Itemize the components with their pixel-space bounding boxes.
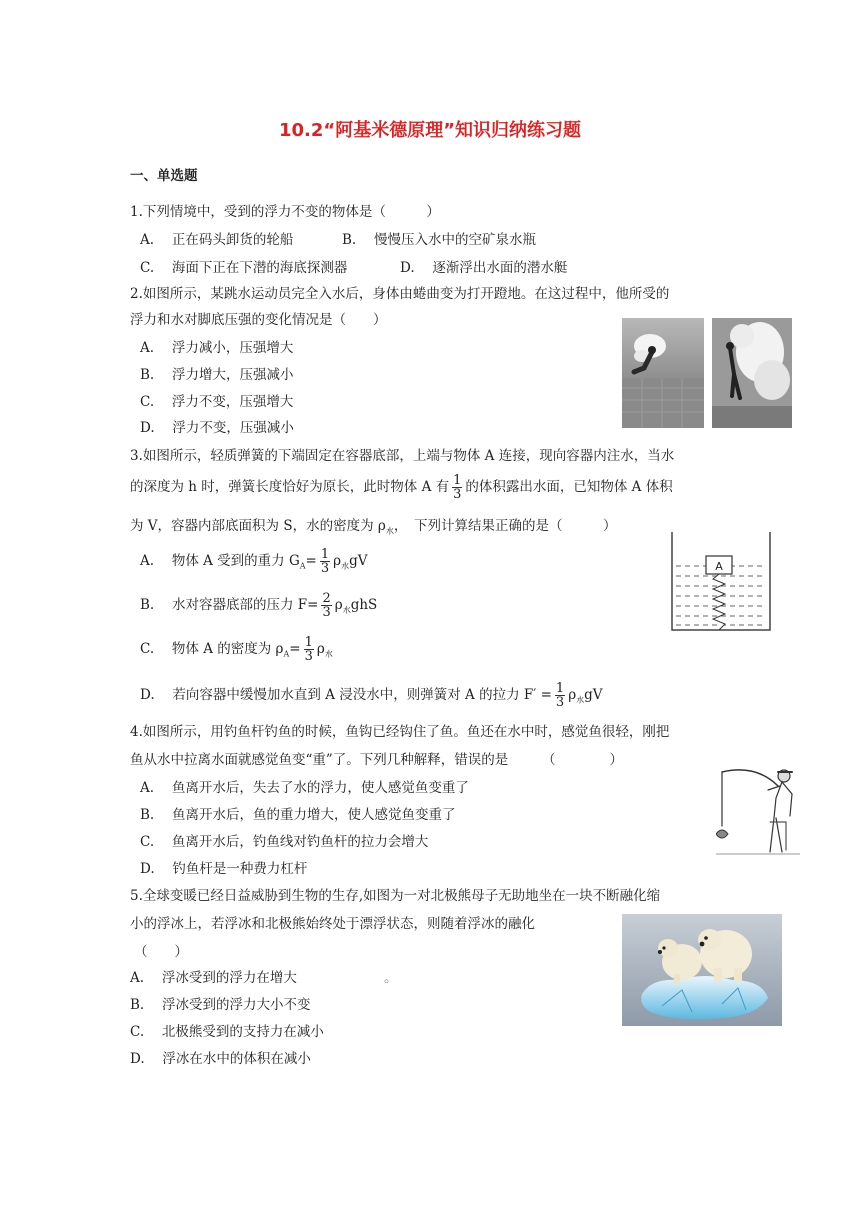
q5-stem-line3: （ ） [134, 944, 188, 960]
q5-stem-line2: 小的浮冰上，若浮冰和北极熊始终处于漂浮状态，则随着浮冰的融化 [130, 916, 535, 932]
water-subscript: 水 [324, 649, 333, 659]
q3-stem-line3-start: 为 V，容器内部底面积为 S，水的密度为 ρ [130, 518, 386, 534]
diver-photo-left [622, 318, 704, 428]
fraction-denominator: 3 [304, 649, 313, 664]
fraction-numerator: 1 [304, 635, 313, 650]
rho-symbol: ρ [316, 641, 325, 657]
a-subscript: A [299, 561, 306, 571]
rho-symbol: ρ [568, 687, 577, 703]
q2-option-b: B. 浮力增大，压强减小 [140, 367, 294, 383]
q5-option-d: D. 浮冰在水中的体积在减小 [130, 1051, 311, 1067]
q4-stem-line2: 鱼从水中拉离水面就感觉鱼变“重”了。下列几种解释，错误的是 （ ） [130, 752, 624, 768]
q1-option-b: B. 慢慢压入水中的空矿泉水瓶 [342, 232, 537, 248]
diver-photo-right [712, 318, 792, 428]
fraction-numerator: 1 [453, 473, 462, 488]
q3-stem-line1: 3.如图所示，轻质弹簧的下端固定在容器底部，上端与物体 A 连接，现向容器内注水，当水 [130, 448, 675, 464]
stray-dot: 。 [384, 970, 398, 986]
q2-option-a: A. 浮力减小，压强增大 [140, 340, 294, 356]
rho-symbol: ρ [333, 553, 342, 569]
equals-sign: = [305, 553, 317, 569]
q3-option-b [140, 592, 377, 619]
fisherman-illustration [716, 764, 800, 856]
page-title: 10.2“阿基米德原理”知识归纳练习题 [278, 120, 582, 141]
water-subscript: 水 [576, 695, 585, 705]
q1-option-a: A. 正在码头卸货的轮船 [140, 232, 294, 248]
fraction-one-third [555, 682, 565, 709]
polar-bear-photo [622, 914, 782, 1026]
water-subscript: 水 [385, 526, 394, 536]
q3-option-c [140, 636, 333, 663]
spring-container-diagram [670, 530, 772, 634]
fraction-numerator: 1 [555, 681, 565, 696]
q5-option-a: A. 浮冰受到的浮力在增大 [130, 970, 297, 986]
block-a-label: A [715, 560, 723, 573]
q3-option-d [140, 682, 603, 709]
q3-stem-line3-end: ， 下列计算结果正确的是（ ） [393, 518, 617, 534]
fraction-numerator: 1 [320, 547, 330, 562]
q3-stem-line2-start: 的深度为 h 时，弹簧长度恰好为原长，此时物体 A 有 [130, 479, 450, 495]
q2-stem-line2: 浮力和水对脚底压强的变化情况是（ ） [130, 312, 387, 328]
q1-option-d: D. 逐渐浮出水面的潜水艇 [400, 260, 568, 276]
fraction-two-thirds [321, 592, 331, 619]
q2-option-d: D. 浮力不变，压强减小 [140, 420, 294, 436]
q4-option-c: C. 鱼离开水后，钓鱼线对钓鱼杆的拉力会增大 [140, 834, 429, 850]
q3-option-c-text: C. 物体 A 的密度为 ρ [140, 641, 284, 657]
q3-option-d-text: D. 若向容器中缓慢加水直到 A 浸没水中，则弹簧对 A 的拉力 F′ = [140, 687, 552, 703]
fraction-denominator: 3 [320, 561, 330, 576]
q3-stem-line3 [130, 514, 617, 537]
formula-tail: gV [584, 687, 603, 703]
rho-symbol: ρ [334, 597, 343, 613]
q4-option-a: A. 鱼离开水后，失去了水的浮力，使人感觉鱼变重了 [140, 780, 469, 796]
q3-option-b-text: B. 水对容器底部的压力 F= [140, 597, 319, 613]
fraction-one-third [304, 636, 314, 663]
q4-option-b: B. 鱼离开水后，鱼的重力增大，使人感觉鱼变重了 [140, 807, 456, 823]
q2-option-c: C. 浮力不变，压强增大 [140, 394, 294, 410]
q3-stem-line2 [130, 474, 673, 501]
q5-option-c: C. 北极熊受到的支持力在减小 [130, 1024, 324, 1040]
formula-tail: ghS [350, 597, 378, 613]
q4-stem-line1: 4.如图所示，用钓鱼杆钓鱼的时候，鱼钩已经钩住了鱼。鱼还在水中时，感觉鱼很轻，刚把 [130, 724, 670, 740]
equals-sign: = [289, 641, 301, 657]
fraction-denominator: 3 [453, 487, 462, 502]
fraction-denominator: 3 [555, 695, 565, 710]
q3-stem-line2-end: 的体积露出水面，已知物体 A 体积 [465, 479, 673, 495]
formula-tail: gV [349, 553, 368, 569]
q1-stem: 1.下列情境中，受到的浮力不变的物体是（ ） [130, 204, 440, 220]
q5-stem-line1: 5.全球变暖已经日益威胁到生物的生存,如图为一对北极熊母子无助地坐在一块不断融化缩 [130, 888, 661, 904]
q2-stem-line1: 2.如图所示，某跳水运动员完全入水后，身体由蜷曲变为打开蹬地。在这过程中，他所受的 [130, 286, 670, 302]
q4-option-d: D. 钓鱼杆是一种费力杠杆 [140, 861, 308, 877]
section-heading: 一、单选题 [130, 168, 198, 184]
fraction-one-third [320, 548, 330, 575]
spring [713, 574, 725, 630]
water-subscript: 水 [342, 605, 351, 615]
fraction-denominator: 3 [322, 605, 331, 620]
q3-option-a-text: A. 物体 A 受到的重力 G [140, 553, 300, 569]
fraction-one-third [452, 474, 462, 501]
q1-option-c: C. 海面下正在下潜的海底探测器 [140, 260, 348, 276]
fraction-numerator: 2 [322, 591, 331, 606]
q5-option-b: B. 浮冰受到的浮力大小不变 [130, 997, 311, 1013]
a-subscript: A [283, 649, 290, 659]
q3-option-a [140, 548, 367, 575]
water-subscript: 水 [341, 561, 350, 571]
